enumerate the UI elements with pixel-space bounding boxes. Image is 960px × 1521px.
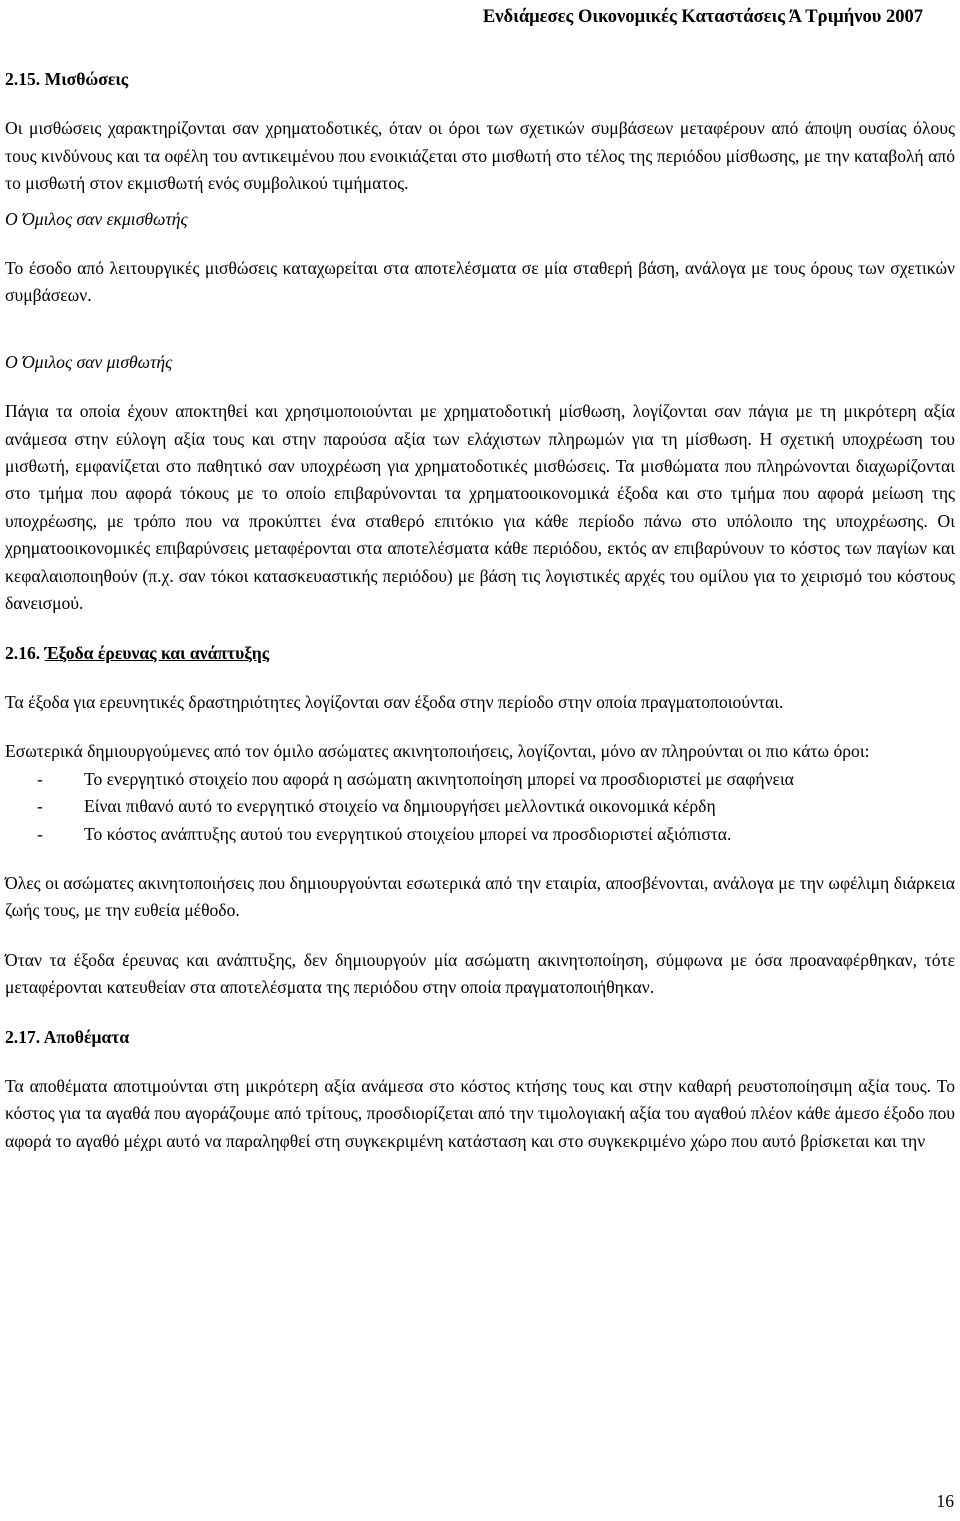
section-research-development	[5, 640, 955, 1002]
section-number: 2.16.	[5, 642, 41, 663]
dash-bullet: -	[37, 823, 43, 844]
section-heading-inventories	[5, 1024, 955, 1051]
dash-bullet: -	[37, 796, 43, 817]
running-header: Ενδιάμεσες Οικονομικές Καταστάσεις Ά Τριμήνου 2007	[482, 7, 923, 27]
section-title: Έξοδα έρευνας και ανάπτυξης	[44, 642, 270, 663]
rnd-paragraph-3: Όλες οι ασώματες ακινητοποιήσεις που δημιουργούνται εσωτερικά από την εταιρία, αποσβένονται, ανάλογα με την ωφέλιμη διάρκεια ζωής τους, με την ευθεία μέθοδο.	[5, 872, 955, 921]
rnd-paragraph-4: Όταν τα έξοδα έρευνας και ανάπτυξης, δεν δημιουργούν μία ασώματη ακινητοποίηση, σύμφωνα με όσα προαναφέρθηκαν, τότε μεταφέρονται κατευθείαν στα αποτελέσματα της περιόδου στην οποία πραγματοποιήθηκαν.	[5, 949, 955, 998]
page-number: 16	[936, 1490, 954, 1511]
lessee-paragraph: Πάγια τα οποία έχουν αποκτηθεί και χρησιμοποιούνται με χρηματοδοτική μίσθωση, λογίζονται σαν πάγια με τη μικρότερη αξία ανάμεσα στην εύλογη αξία τους και στην παρούσα αξία των ελάχιστων πληρωμών για τη μίσθωση. Η σχετική υποχρέωση του μισθωτή, εμφανίζεται στο παθητικό σαν υποχρέωση για χρηματοδοτικές μισθώσεις. Τα μισθώματα που πληρώνονται διαχωρίζονται στο τμήμα που αφορά τόκους με το οποίο επιβαρύνονται τα χρηματοοικονομικά έξοδα και στο τμήμα που αφορά μείωση της υποχρέωσης, με τρόπο που να προκύπτει ένα σταθερό επιτόκιο για κάθε περίοδο πάνω στο υπόλοιπο της υποχρέωσης. Οι χρηματοοικονομικές επιβαρύνσεις μεταφέρονται στα αποτελέσματα κάθε περιόδου, εκτός αν επιβαρύνουν το κόστος των παγίων και κεφαλαιοποιηθούν (π.χ. σαν τόκοι κατασκευαστικής περιόδου) με βάση τις λογιστικές αρχές του ομίλου για το χειρισμό του κόστους δανεισμού.	[5, 401, 955, 614]
inventories-paragraph-1: Τα αποθέματα αποτιμούνται στη μικρότερη αξία ανάμεσα στο κόστος κτήσης τους και στην καθαρή ρευστοποίησιμη αξία τους. Το κόστος για τα αγαθά που αγοράζουμε από τρίτους, προσδιορίζεται από την τιμολογιακή αξία του αγαθού πλέον κάθε άμεσο έξοδο που αφορά το αγαθό μέχρι αυτό να παραληφθεί στη συγκεκριμένη κατάσταση και στο συγκεκριμένο χώρο που αυτό βρίσκεται και την	[5, 1075, 955, 1151]
dash-bullet: -	[37, 768, 43, 789]
leases-intro-paragraph: Οι μισθώσεις χαρακτηρίζονται σαν χρηματοδοτικές, όταν οι όροι των σχετικών συμβάσεων μεταφέρουν από άποψη ουσίας όλους τους κινδύνους και τα οφέλη του αντικειμένου που ενοικιάζεται στο μισθωτή στο τέλος της περιόδου μίσθωσης, με την καταβολή από το μισθωτή στον εκμισθωτή ενός συμβολικού τιμήματος.	[5, 118, 955, 194]
rnd-conditions-list	[5, 766, 955, 848]
section-number: 2.17.	[5, 1026, 41, 1047]
list-item: - Το κόστος ανάπτυξης αυτού του ενεργητικού στοιχείου μπορεί να προσδιοριστεί αξιόπιστα.	[5, 821, 955, 848]
list-item: - Είναι πιθανό αυτό το ενεργητικό στοιχείο να δημιουργήσει μελλοντικά οικονομικά κέρδη	[5, 793, 955, 820]
lessee-subheading: Ο Όμιλος σαν μισθωτής	[5, 351, 173, 372]
section-inventories	[5, 1024, 955, 1156]
section-heading-leases: 2.15. Μισθώσεις	[5, 69, 129, 89]
rnd-paragraph-2: Εσωτερικά δημιουργούμενες από τον όμιλο ασώματες ακινητοποιήσεις, λογίζονται, μόνο αν πληρούνται οι πιο κάτω όροι:	[5, 741, 870, 762]
rnd-paragraph-1: Τα έξοδα για ερευνητικές δραστηριότητες λογίζονται σαν έξοδα στην περίοδο στην οποία πραγματοποιούνται.	[5, 691, 784, 712]
list-item: - Το ενεργητικό στοιχείο που αφορά η ασώματη ακινητοποίηση μπορεί να προσδιοριστεί με σαφήνεια	[5, 766, 955, 793]
lessor-paragraph: Το έσοδο από λειτουργικές μισθώσεις καταχωρείται στα αποτελέσματα σε μία σταθερή βάση, ανάλογα με τους όρους των σχετικών συμβάσεων.	[5, 258, 955, 306]
section-leases	[5, 66, 955, 618]
lessor-subheading: Ο Όμιλος σαν εκμισθωτής	[5, 208, 188, 229]
section-heading-rnd	[5, 640, 955, 667]
section-title: Αποθέματα	[43, 1026, 130, 1047]
